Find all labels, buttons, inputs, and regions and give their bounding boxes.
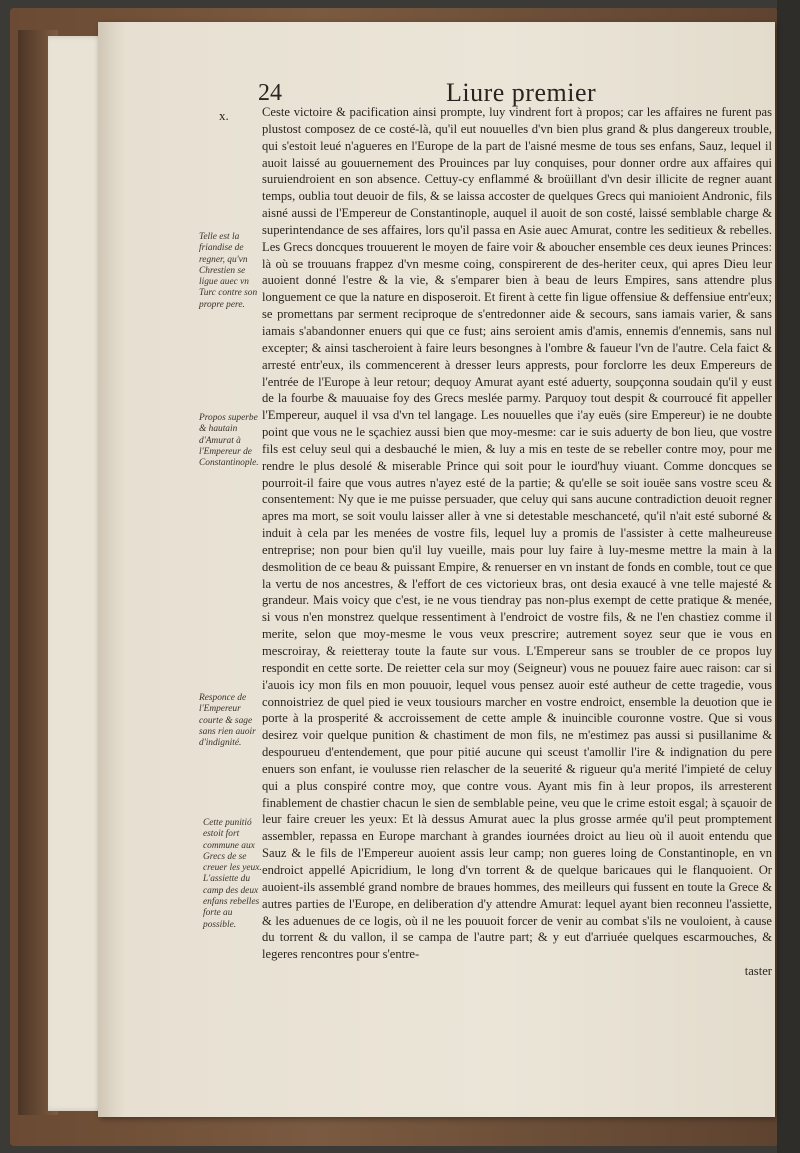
background-strip bbox=[777, 0, 800, 1153]
margin-note-1: Telle est la friandise de regner, qu'vn Chrestien se ligue auec vn Turc contre son propre pere. bbox=[199, 232, 258, 310]
running-title: Liure premier bbox=[446, 78, 597, 107]
body-text bbox=[262, 104, 772, 980]
section-marker: x. bbox=[219, 108, 229, 123]
page-number: 24 bbox=[258, 80, 282, 106]
body-paragraph: Ceste victoire & pacification ainsi prompte, luy vindrent fort à propos; car les affaires ne furent pas plustost composez de ce costé-là, qu'il eut nouuelles d'vn bien plus grand & plus dangereux trouble, qui s'estoit leué n'agueres en l'Europe de la part de l'aisné mesme de tous ses enfans, Sauz, lequel il auoit laissé au gouuernement des Prouinces par luy conquises, pour donner ordre aux affaires qui suruiendroient en son absence. Cettuy-cy enflammé & broüillant d'vn desir illicite de regner auant temps, oublia tout deuoir de fils, & se laissa accoster de quelques Grecs qui manioient Andronic, fils aisné aussi de l'Empereur de Constantinople, auquel il auoit de son costé, laissé semblable charge & superintendance de ses affaires, lors qu'il passa en Asie auec Amurat, contre les seditieux & rebelles. Les Grecs doncques trouuerent le moyen de faire voir & aboucher ensemble ces deux ieunes Princes: là où se trouuans frappez d'vn mesme coing, conspirerent de des-heriter ceux, qui apres Dieu leur auoient donné l'estre & la vie, & s'emparer bien à beau de leurs Empires, sans attendre plus longuement ce que la nature en disposeroit. Et firent à cette fin ligue offensiue & deffensiue entr'eux; se promettans par serment reciproque de s'entredonner aide & secours, sans iamais varier, & sans iamais s'abandonner enuers qui que ce fust; ains seroient amis d'amis, ennemis d'ennemis, sans nul excepter; & ainsi tascheroient à faire leurs besongnes à l'ombre & faueur l'vn de l'autre. Cela faict & arresté entr'eux, ils commencerent à dresser leurs apprests, pour forclorre les deux Empereurs de l'entrée de l'Europe à leur retour; dequoy Amurat ayant esté aduerty, soupçonna soudain qu'il y eust de la fourbe & mauuaise foy des Grecs meslée parmy. Parquoy tout despit & courroucé fit appeller l'Empereur, auquel il vsa d'vn tel langage. Les nouuelles que i'ay euës (sire Empereur) ie ne doubte point que vous ne le sçachiez aussi bien que moy-mesme: car ie suis aduerty de bon lieu, que vostre fils est celuy seul qui a desbauché le mien, & luy a mis en teste de se rebeller contre moy, pour me rendre le plus desolé & miserable Prince qui soit pour le iourd'huy viuant. Comme doncques se pourroit-il faire que vous autres n'ayez esté de la partie; & qu'elle se soit iouëe sans vostre sceu & consentement: Ny que ie me puisse persuader, que celuy qui sans aucune contradiction deuoit regner apres ma mort, se soit voulu laisser aller à vne si detestable meschanceté, qu'il n'ait esté suborné & induit à cela par les menées de vostre fils, lequel luy a promis de l'assister à cette malheureuse entreprise; non pour bien qu'il luy vueille, mais pour luy faire à luy-mesme mettre la main à la desmolition de ce beau & puissant Empire, & renuerser en vn instant de fonds en comble, tout ce que la vertu de nos ancestres, & l'effort de ces victorieux bras, ont desia exaucé à vne telle majesté & grandeur. Mais voicy que c'est, ie ne vous tiendray pas non-plus exempt de cette pratique & menée, si vous n'en monstrez quelque ressentiment à l'endroict de vostre fils, & ne l'en chastiez comme il merite, selon que moy-mesme le vous veux prescrire; autrement soyez seur que ie vous en mescroiray, & reietteray toute la faute sur vous. L'Empereur sans se troubler de ce propos luy respondit en cette sorte. De reietter cela sur moy (Seigneur) vous ne pouuez faire auec raison: car si i'auois icy mon fils en mon pouuoir, lequel vous pensez auoir esté autheur de cette tragedie, vous connoistriez de quel pied ie veux tousiours marcher en vostre endroict, ensemble la deuotion que ie porte à la prosperité & accroissement de cette ample & inuincible couronne vostre. Que si vous desirez voir quelque punition & chastiment de mon fils, ne m'estimez pas aussi si pusillanime & despourueu d'entendement, que pour pitié aucune qui sceust t'amollir l'ire & indignation du pere enuers son enfant, ie voulusse rien relascher de la seuerité & rigueur qu'a merité l'impieté de celuy qui a plus conspiré contre moy, que contre vous. Ayant mis fin à leur propos, ils arresterent finablement de chastier chacun le sien de semblable peine, veu que le crime estoit esgal; à sçauoir de leur faire creuer les yeux: Et là dessus Amurat auec la plus grosse armée qu'il peut promptement assembler, repassa en Europe marchant à grandes iournées droict au lieu où il auoit entendu que Sauz & le fils de l'Empereur auoient assis leur camp; non gueres loing de Constantinople, en vn endroict appellé Apicridium, le long d'vn torrent & de quelque baricaues qui le flanquoient. Or auoient-ils assemblé grand nombre de braues hommes, des meilleurs qui fussent en toute la Grece & autres parties de l'Europe, en deliberation d'y attendre Amurat: lequel ayant bien reconneu l'assiette, & les aduenues de ce logis, où il ne les pouuoit forcer de venir au combat s'ils ne vouloient, à cause du torrent & du vallon, il se campa de l'autre part; & y eut d'arriuée quelques escarmouches, & legeres rencontres pour s'entre- bbox=[262, 105, 772, 962]
margin-note-3: Responce de l'Empereur courte & sage sans rien auoir d'indignité. bbox=[199, 693, 256, 749]
catchword: taster bbox=[744, 964, 772, 979]
margin-note-2: Propos superbe & hautain d'Amurat à l'Empereur de Constantinople. bbox=[199, 413, 259, 469]
margin-note-4: Cette punitió estoit fort commune aux Grecs de se creuer les yeux. L'assiette du camp des deux enfans rebelles forte au possible. bbox=[203, 818, 262, 930]
